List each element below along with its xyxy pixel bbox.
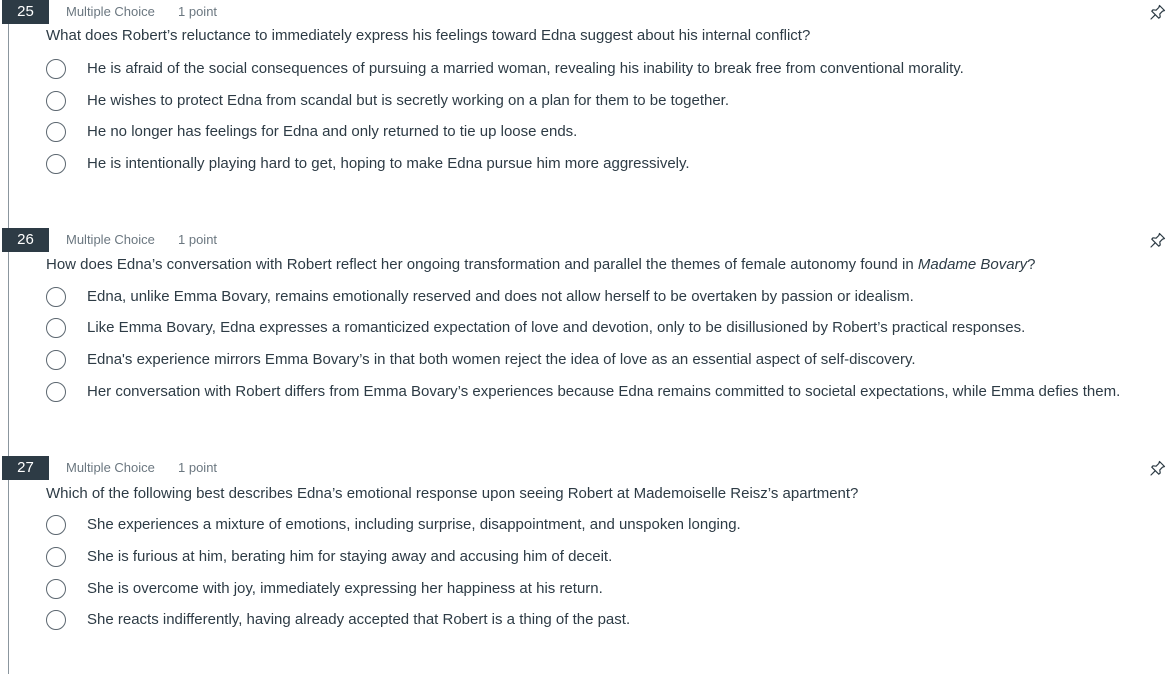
- question-number: 27: [2, 456, 49, 480]
- answer-option[interactable]: [46, 578, 1164, 602]
- answer-option[interactable]: [46, 286, 1164, 310]
- question-number: 26: [2, 228, 49, 252]
- option-label: He no longer has feelings for Edna and only returned to tie up loose ends.: [87, 123, 578, 140]
- radio-button[interactable]: [46, 382, 66, 402]
- question-points: 1 point: [178, 460, 218, 475]
- option-label: He is intentionally playing hard to get, hoping to make Edna pursue him more aggressively.: [87, 155, 690, 172]
- radio-button[interactable]: [46, 287, 66, 307]
- question-points: 1 point: [178, 4, 218, 19]
- question-header: [0, 0, 1170, 24]
- option-label: Her conversation with Robert differs from Emma Bovary’s experiences because Edna remains committed to societal expectations, while Emma defies them.: [87, 383, 1121, 400]
- answer-option[interactable]: [46, 546, 1164, 570]
- question-points: 1 point: [178, 232, 218, 247]
- radio-button[interactable]: [46, 154, 66, 174]
- pin-icon[interactable]: [1149, 231, 1167, 249]
- answer-option[interactable]: [46, 514, 1164, 538]
- option-label: She experiences a mixture of emotions, including surprise, disappointment, and unspoken longing.: [87, 516, 741, 533]
- option-label: He wishes to protect Edna from scandal but is secretly working on a plan for them to be together.: [87, 92, 730, 109]
- answer-option[interactable]: [46, 381, 1164, 405]
- question-type: Multiple Choice: [66, 460, 155, 475]
- question-25: [0, 0, 1170, 172]
- option-label: Edna, unlike Emma Bovary, remains emotionally reserved and does not allow herself to be overtaken by passion or idealism.: [87, 288, 914, 305]
- radio-button[interactable]: [46, 579, 66, 599]
- left-rule: [8, 0, 9, 674]
- radio-button[interactable]: [46, 318, 66, 338]
- book-title: Madame Bovary: [917, 256, 1028, 273]
- pin-icon[interactable]: [1149, 3, 1167, 21]
- prompt-text: How does Edna’s conversation with Robert reflect her ongoing transformation and parallel the themes of female autonomy found in: [46, 256, 918, 273]
- pin-icon[interactable]: [1149, 459, 1167, 477]
- question-27: [0, 456, 1170, 628]
- question-header: [0, 228, 1170, 252]
- option-label: She is furious at him, berating him for staying away and accusing him of deceit.: [87, 548, 613, 565]
- answer-option[interactable]: [46, 349, 1164, 373]
- option-label: Like Emma Bovary, Edna expresses a romanticized expectation of love and devotion, only to be disillusioned by Robert’s practical responses.: [87, 319, 1026, 336]
- question-type: Multiple Choice: [66, 232, 155, 247]
- question-prompt: What does Robert’s reluctance to immediately express his feelings toward Edna suggest about his internal conflict?: [46, 27, 811, 44]
- radio-button[interactable]: [46, 59, 66, 79]
- question-number: 25: [2, 0, 49, 24]
- answer-option[interactable]: [46, 609, 1164, 633]
- option-label: She reacts indifferently, having already accepted that Robert is a thing of the past.: [87, 611, 631, 628]
- question-header: [0, 456, 1170, 480]
- radio-button[interactable]: [46, 350, 66, 370]
- option-label: She is overcome with joy, immediately expressing her happiness at his return.: [87, 580, 603, 597]
- answer-option[interactable]: [46, 153, 1164, 177]
- radio-button[interactable]: [46, 547, 66, 567]
- question-type: Multiple Choice: [66, 4, 155, 19]
- question-prompt: Which of the following best describes Edna’s emotional response upon seeing Robert at Mademoiselle Reisz’s apartment?: [46, 485, 859, 502]
- answer-option[interactable]: [46, 90, 1164, 114]
- answer-option[interactable]: [46, 317, 1164, 341]
- radio-button[interactable]: [46, 122, 66, 142]
- option-label: He is afraid of the social consequences of pursuing a married woman, revealing his inability to break free from conventional morality.: [87, 60, 964, 77]
- question-prompt: [46, 254, 1035, 276]
- prompt-text-end: ?: [1027, 256, 1036, 273]
- radio-button[interactable]: [46, 91, 66, 111]
- answer-option[interactable]: [46, 121, 1164, 145]
- answer-option[interactable]: [46, 58, 1164, 82]
- question-26: [0, 228, 1170, 400]
- option-label: Edna's experience mirrors Emma Bovary’s in that both women reject the idea of love as an essential aspect of self-discovery.: [87, 351, 916, 368]
- radio-button[interactable]: [46, 610, 66, 630]
- radio-button[interactable]: [46, 515, 66, 535]
